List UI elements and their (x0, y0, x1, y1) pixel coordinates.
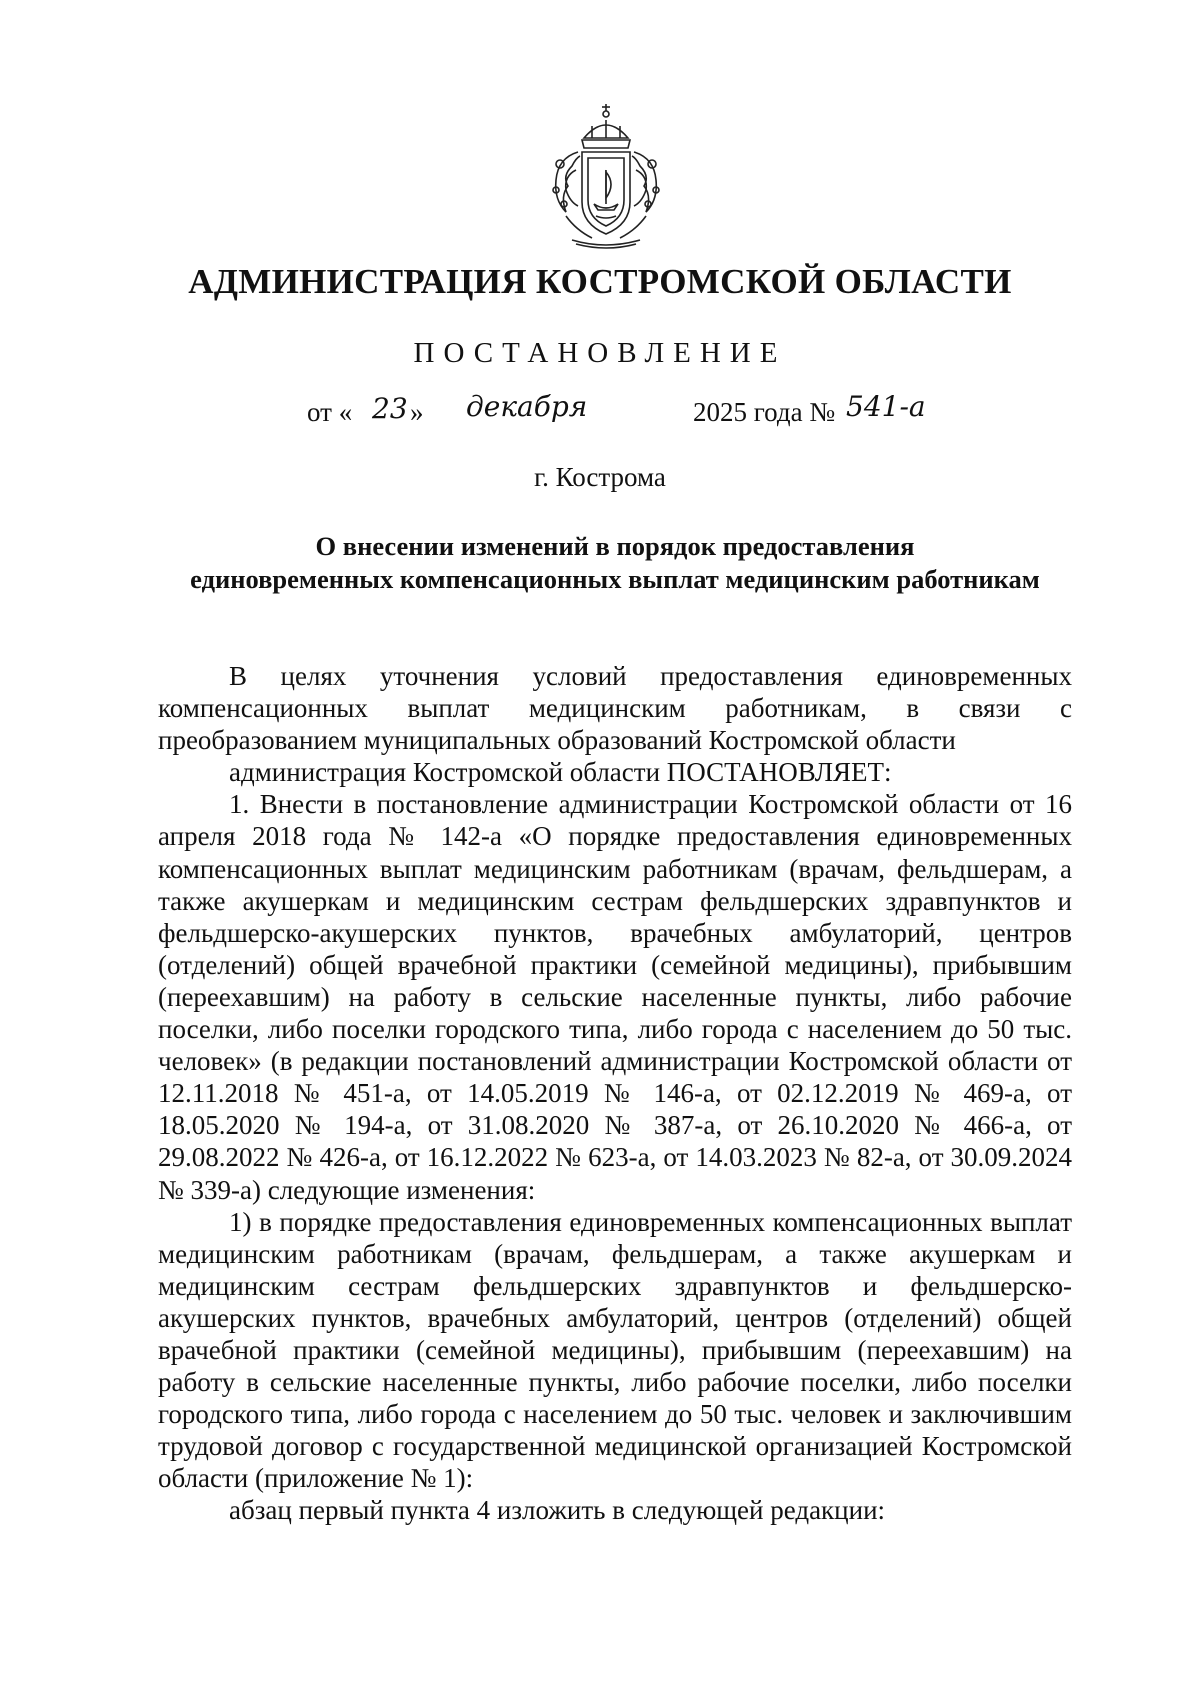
document-body (158, 660, 1072, 1527)
document-type: ПОСТАНОВЛЕНИЕ (413, 337, 787, 369)
coat-of-arms-icon (536, 100, 676, 250)
city: г. Кострома (534, 462, 666, 492)
paragraph-resolves: администрация Костромской области ПОСТАНОВЛЯЕТ: (229, 757, 892, 788)
subject-line-2: единовременных компенсационных выплат медицинским работникам (190, 564, 1040, 594)
date-prefix: от « (307, 397, 353, 427)
paragraph-subitem-text: абзац первый пункта 4 изложить в следующей редакции: (229, 1495, 886, 1526)
paragraph-item-1: 1. Внести в постановление администрации Костромской области от 16 апреля 2018 года № 142-а «О порядке предоставления единовременных компенсационных выплат медицинским работникам (врачам, фельдшерам, а также акушеркам и медицинским сестрам фельдшерских здравпунктов и фельдшерско-акушерских пунктов, врачебных амбулаторий, центров (отделений) общей врачебной практики (семейной медицины), прибывшим (переехавшим) на работу в сельские населенные пункты, либо рабочие поселки, либо поселки городского типа, либо города с населением до 50 тыс. человек» (в редакции постановлений администрации Костромской области от 12.11.2018 № 451-а, от 14.05.2019 № 146-а, от 02.12.2019 № 469-а, от 18.05.2020 № 194-а, от 31.08.2020 № 387-а, от 26.10.2020 № 466-а, от 29.08.2022 № 426-а, от 16.12.2022 № 623-а, от 14.03.2023 № 82-а, от 30.09.2024 № 339-а) следующие изменения: (158, 789, 1072, 1205)
date-quote-close: » (410, 397, 424, 427)
paragraph-subitem-1: 1) в порядке предоставления единовременных компенсационных выплат медицинским работникам (врачам, фельдшерам, а также акушеркам и медицинским сестрам фельдшерских здравпунктов и фельдшерско-акушерских пунктов, врачебных амбулаторий, центров (отделений) общей врачебной практики (семейной медицины), прибывшим (переехавшим) на работу в сельские населенные пункты, либо рабочие поселки, либо поселки городского типа, либо города с населением до 50 тыс. человек и заключившим трудовой договор с государственной медицинской организацией Костромской области (приложение № 1): (158, 1206, 1072, 1494)
date-year-number-label: 2025 года № (693, 397, 836, 427)
subject-line-1: О внесении изменений в порядок предоставления (315, 531, 915, 561)
date-day-handwritten: 23 (372, 392, 408, 425)
document-number-handwritten: 541-а (846, 390, 926, 423)
document-subject (150, 530, 1080, 596)
organization-title: АДМИНИСТРАЦИЯ КОСТРОМСКОЙ ОБЛАСТИ (188, 262, 1012, 301)
date-month-handwritten: декабря (466, 390, 588, 423)
paragraph-preamble: В целях уточнения условий предоставления единовременных компенсационных выплат медицинским работникам, в связи с преобразованием муниципальных образований Костромской области (158, 661, 1072, 756)
